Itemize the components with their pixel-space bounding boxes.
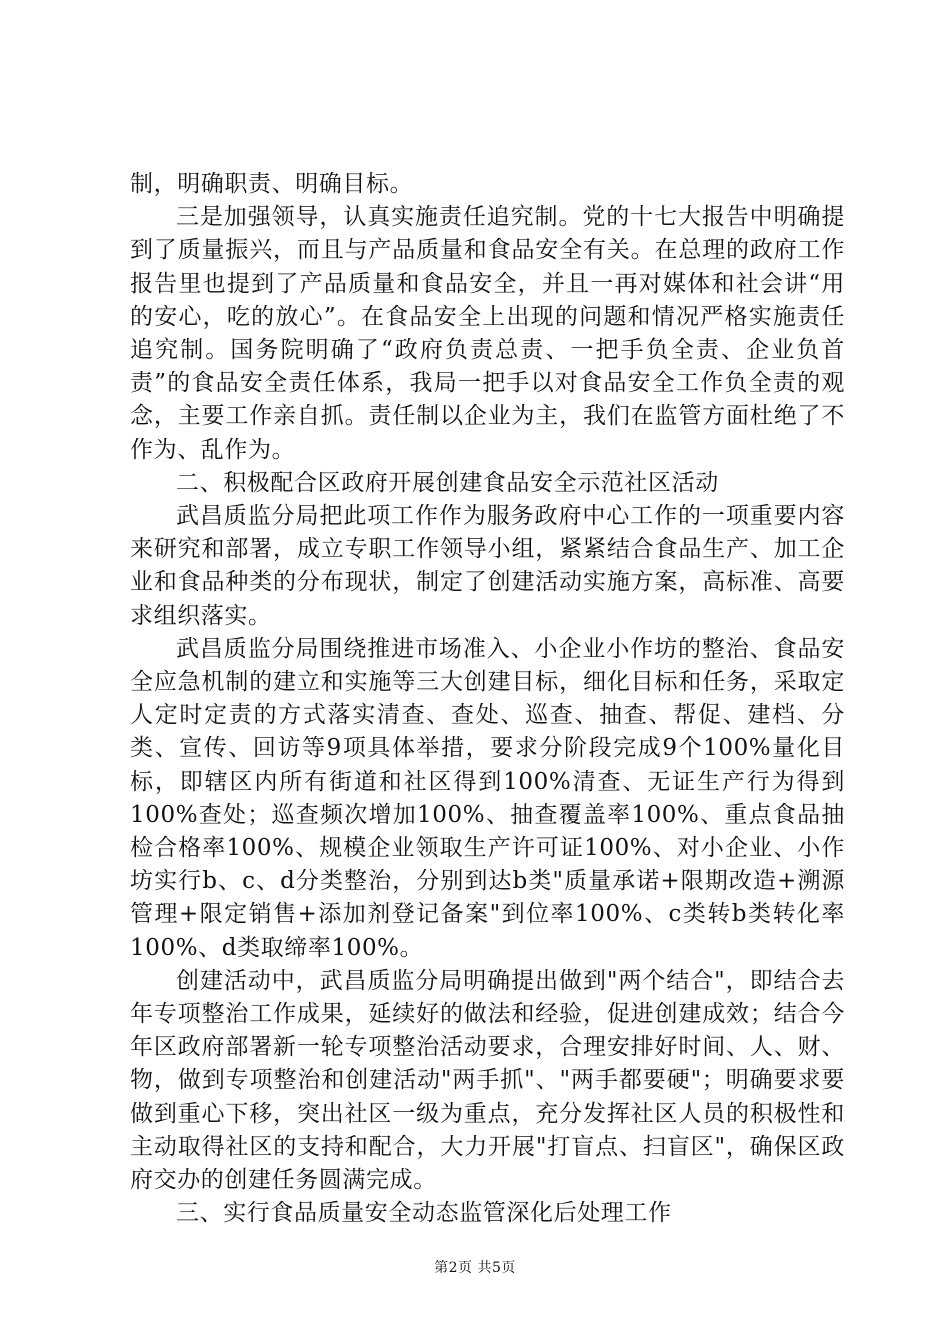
document-body: [130, 168, 845, 1231]
section-heading-3: 三、实行食品质量安全动态监管深化后处理工作: [176, 1200, 672, 1227]
paragraph-4: 武昌质监分局围绕推进市场准入、小企业小作坊的整治、食品安全应急机制的建立和实施等三大创建目标，细化目标和任务，采取定人定时定责的方式落实清查、查处、巡查、抽查、帮促、建档、分类、宣传、回访等9项具体举措，要求分阶段完成9个100%量化目标，即辖区内所有街道和社区得到100%清查、无证生产行为得到100%查处；巡查频次增加100%、抽查覆盖率100%、重点食品抽检合格率100%、规模企业领取生产许可证100%、对小企业、小作坊实行b、c、d分类整治，分别到达b类"质量承诺+限期改造+溯源管理+限定销售+添加剂登记备案"到位率100%、c类转b类转化率100%、d类取缔率100%。: [130, 635, 845, 961]
paragraph-5: 创建活动中，武昌质监分局明确提出做到"两个结合"，即结合去年专项整治工作成果，延续好的做法和经验，促进创建成效；结合今年区政府部署新一轮专项整治活动要求，合理安排好时间、人、财、物，做到专项整治和创建活动"两手抓"、"两手都要硬"；明确要求要做到重心下移，突出社区一级为重点，充分发挥社区人员的积极性和主动取得社区的支持和配合，大力开展"打盲点、扫盲区"，确保区政府交办的创建任务圆满完成。: [130, 967, 845, 1194]
paragraph-1: 制，明确职责、明确目标。: [130, 171, 414, 197]
section-heading-2: 二、积极配合区政府开展创建食品安全示范社区活动: [176, 469, 719, 496]
paragraph-2: 三是加强领导，认真实施责任追究制。党的十七大报告中明确提到了质量振兴，而且与产品质量和食品安全有关。在总理的政府工作报告里也提到了产品质量和食品安全，并且一再对媒体和社会讲“用的安心，吃的放心”。在食品安全上出现的问题和情况严格实施责任追究制。国务院明确了“政府负责总责、一把手负全责、企业负首责”的食品安全责任体系，我局一把手以对食品安全工作负全责的观念，主要工作亲自抓。责任制以企业为主，我们在监管方面杜绝了不作为、乱作为。: [130, 204, 845, 463]
paragraph-3: 武昌质监分局把此项工作作为服务政府中心工作的一项重要内容来研究和部署，成立专职工作领导小组，紧紧结合食品生产、加工企业和食品种类的分布现状，制定了创建活动实施方案，高标准、高要求组织落实。: [130, 503, 845, 629]
page-number-footer: 第2页 共5页: [434, 1260, 516, 1276]
